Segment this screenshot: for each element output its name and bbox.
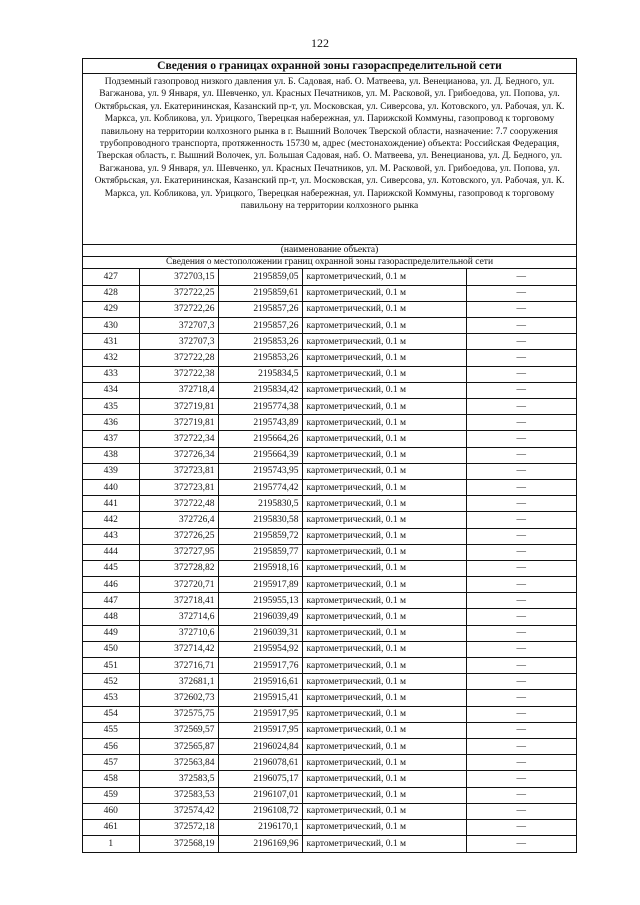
x-coordinate-cell: 372719,81 bbox=[139, 415, 218, 431]
extra-info-cell: — bbox=[466, 544, 576, 560]
extra-info-cell: — bbox=[466, 593, 576, 609]
table-row bbox=[83, 722, 576, 738]
x-coordinate-cell: 372722,38 bbox=[139, 366, 218, 382]
method-accuracy-cell: картометрический, 0.1 м bbox=[302, 382, 466, 398]
table-row bbox=[83, 512, 576, 528]
method-accuracy-cell: картометрический, 0.1 м bbox=[302, 722, 466, 738]
x-coordinate-cell: 372719,81 bbox=[139, 399, 218, 415]
extra-info-cell: — bbox=[466, 641, 576, 657]
table-row bbox=[83, 528, 576, 544]
y-coordinate-cell: 2195853,26 bbox=[218, 350, 302, 366]
extra-info-cell: — bbox=[466, 528, 576, 544]
method-accuracy-cell: картометрический, 0.1 м bbox=[302, 350, 466, 366]
method-accuracy-cell: картометрический, 0.1 м bbox=[302, 285, 466, 301]
point-number-cell: 451 bbox=[83, 658, 139, 674]
point-number-cell: 427 bbox=[83, 269, 139, 285]
method-accuracy-cell: картометрический, 0.1 м bbox=[302, 318, 466, 334]
table-row bbox=[83, 301, 576, 317]
method-accuracy-cell: картометрический, 0.1 м bbox=[302, 447, 466, 463]
table-row bbox=[83, 836, 576, 852]
point-number-cell: 459 bbox=[83, 787, 139, 803]
x-coordinate-cell: 372716,71 bbox=[139, 658, 218, 674]
method-accuracy-cell: картометрический, 0.1 м bbox=[302, 479, 466, 495]
table-row bbox=[83, 366, 576, 382]
x-coordinate-cell: 372583,5 bbox=[139, 771, 218, 787]
point-number-cell: 458 bbox=[83, 771, 139, 787]
extra-info-cell: — bbox=[466, 447, 576, 463]
table-row bbox=[83, 463, 576, 479]
point-number-cell: 432 bbox=[83, 350, 139, 366]
y-coordinate-cell: 2196107,01 bbox=[218, 787, 302, 803]
method-accuracy-cell: картометрический, 0.1 м bbox=[302, 528, 466, 544]
extra-info-cell: — bbox=[466, 609, 576, 625]
extra-info-cell: — bbox=[466, 836, 576, 852]
extra-info-cell: — bbox=[466, 690, 576, 706]
x-coordinate-cell: 372722,25 bbox=[139, 285, 218, 301]
extra-info-cell: — bbox=[466, 399, 576, 415]
boundary-info-sheet bbox=[82, 58, 577, 853]
method-accuracy-cell: картометрический, 0.1 м bbox=[302, 674, 466, 690]
table-row bbox=[83, 771, 576, 787]
point-number-cell: 435 bbox=[83, 399, 139, 415]
table-row bbox=[83, 803, 576, 819]
table-row bbox=[83, 399, 576, 415]
table-row bbox=[83, 269, 576, 285]
x-coordinate-cell: 372563,84 bbox=[139, 755, 218, 771]
table-row bbox=[83, 382, 576, 398]
x-coordinate-cell: 372714,42 bbox=[139, 641, 218, 657]
x-coordinate-cell: 372568,19 bbox=[139, 836, 218, 852]
method-accuracy-cell: картометрический, 0.1 м bbox=[302, 593, 466, 609]
y-coordinate-cell: 2196075,17 bbox=[218, 771, 302, 787]
location-section-header: Сведения о местоположении границ охранной зоны газораспределительной сети bbox=[83, 257, 576, 269]
extra-info-cell: — bbox=[466, 771, 576, 787]
point-number-cell: 430 bbox=[83, 318, 139, 334]
x-coordinate-cell: 372726,34 bbox=[139, 447, 218, 463]
extra-info-cell: — bbox=[466, 560, 576, 576]
point-number-cell: 439 bbox=[83, 463, 139, 479]
point-number-cell: 438 bbox=[83, 447, 139, 463]
extra-info-cell: — bbox=[466, 301, 576, 317]
point-number-cell: 455 bbox=[83, 722, 139, 738]
method-accuracy-cell: картометрический, 0.1 м bbox=[302, 755, 466, 771]
table-row bbox=[83, 447, 576, 463]
method-accuracy-cell: картометрический, 0.1 м bbox=[302, 706, 466, 722]
point-number-cell: 441 bbox=[83, 496, 139, 512]
point-number-cell: 446 bbox=[83, 577, 139, 593]
object-name-label: (наименование объекта) bbox=[83, 244, 576, 257]
extra-info-cell: — bbox=[466, 625, 576, 641]
page-number: 122 bbox=[311, 36, 329, 50]
extra-info-cell: — bbox=[466, 577, 576, 593]
method-accuracy-cell: картометрический, 0.1 м bbox=[302, 496, 466, 512]
y-coordinate-cell: 2195834,42 bbox=[218, 382, 302, 398]
x-coordinate-cell: 372722,26 bbox=[139, 301, 218, 317]
y-coordinate-cell: 2196108,72 bbox=[218, 803, 302, 819]
method-accuracy-cell: картометрический, 0.1 м bbox=[302, 836, 466, 852]
table-row bbox=[83, 625, 576, 641]
extra-info-cell: — bbox=[466, 787, 576, 803]
extra-info-cell: — bbox=[466, 415, 576, 431]
extra-info-cell: — bbox=[466, 819, 576, 835]
x-coordinate-cell: 372722,34 bbox=[139, 431, 218, 447]
table-row bbox=[83, 318, 576, 334]
point-number-cell: 434 bbox=[83, 382, 139, 398]
method-accuracy-cell: картометрический, 0.1 м bbox=[302, 463, 466, 479]
method-accuracy-cell: картометрический, 0.1 м bbox=[302, 334, 466, 350]
y-coordinate-cell: 2195859,72 bbox=[218, 528, 302, 544]
x-coordinate-cell: 372575,75 bbox=[139, 706, 218, 722]
method-accuracy-cell: картометрический, 0.1 м bbox=[302, 803, 466, 819]
method-accuracy-cell: картометрический, 0.1 м bbox=[302, 269, 466, 285]
table-row bbox=[83, 334, 576, 350]
extra-info-cell: — bbox=[466, 706, 576, 722]
point-number-cell: 456 bbox=[83, 738, 139, 754]
extra-info-cell: — bbox=[466, 431, 576, 447]
point-number-cell: 431 bbox=[83, 334, 139, 350]
table-row bbox=[83, 285, 576, 301]
method-accuracy-cell: картометрический, 0.1 м bbox=[302, 544, 466, 560]
y-coordinate-cell: 2195918,16 bbox=[218, 560, 302, 576]
x-coordinate-cell: 372728,82 bbox=[139, 560, 218, 576]
point-number-cell: 460 bbox=[83, 803, 139, 819]
x-coordinate-cell: 372723,81 bbox=[139, 463, 218, 479]
y-coordinate-cell: 2196039,49 bbox=[218, 609, 302, 625]
table-row bbox=[83, 609, 576, 625]
method-accuracy-cell: картометрический, 0.1 м bbox=[302, 512, 466, 528]
x-coordinate-cell: 372703,15 bbox=[139, 269, 218, 285]
point-number-cell: 1 bbox=[83, 836, 139, 852]
coordinates-table-body bbox=[83, 269, 576, 852]
point-number-cell: 442 bbox=[83, 512, 139, 528]
y-coordinate-cell: 2196039,31 bbox=[218, 625, 302, 641]
extra-info-cell: — bbox=[466, 755, 576, 771]
y-coordinate-cell: 2195853,26 bbox=[218, 334, 302, 350]
x-coordinate-cell: 372569,57 bbox=[139, 722, 218, 738]
extra-info-cell: — bbox=[466, 738, 576, 754]
table-row bbox=[83, 431, 576, 447]
x-coordinate-cell: 372720,71 bbox=[139, 577, 218, 593]
table-row bbox=[83, 706, 576, 722]
y-coordinate-cell: 2195830,5 bbox=[218, 496, 302, 512]
y-coordinate-cell: 2195859,61 bbox=[218, 285, 302, 301]
table-row bbox=[83, 755, 576, 771]
method-accuracy-cell: картометрический, 0.1 м bbox=[302, 609, 466, 625]
y-coordinate-cell: 2195916,61 bbox=[218, 674, 302, 690]
point-number-cell: 447 bbox=[83, 593, 139, 609]
table-row bbox=[83, 544, 576, 560]
extra-info-cell: — bbox=[466, 366, 576, 382]
x-coordinate-cell: 372714,6 bbox=[139, 609, 218, 625]
table-row bbox=[83, 819, 576, 835]
point-number-cell: 448 bbox=[83, 609, 139, 625]
x-coordinate-cell: 372602,73 bbox=[139, 690, 218, 706]
y-coordinate-cell: 2195743,95 bbox=[218, 463, 302, 479]
extra-info-cell: — bbox=[466, 463, 576, 479]
method-accuracy-cell: картометрический, 0.1 м bbox=[302, 771, 466, 787]
y-coordinate-cell: 2195743,89 bbox=[218, 415, 302, 431]
x-coordinate-cell: 372707,3 bbox=[139, 318, 218, 334]
x-coordinate-cell: 372572,18 bbox=[139, 819, 218, 835]
point-number-cell: 428 bbox=[83, 285, 139, 301]
object-description: Подземный газопровод низкого давления ул. Б. Садовая, наб. О. Матвеева, ул. Венецианова, ул. Д. Бедного, ул. Вагжанова, ул. 9 Января, ул. Шевченко, ул. Красных Печатников, ул. М. Расковой, ул. Грибоедова, ул. Попова, ул. Октябрьская, ул. Екатерининская, Казанский пр-т, ул. Московская, ул. Сиверсова, ул. Котовского, ул. Рабочая, ул. К. Маркса, ул. Кобликова, ул. Урицкого, Тверецкая набережная, ул. Парижской Коммуны, газопровод к торговому павильону на территории колхозного рынка в г. Вышний Волочек Тверской области, назначение: 7.7 сооружения трубопроводного транспорта, протяженность 15730 м, адрес (местонахождение) объекта: Российская Федерация, Тверская область, г. Вышний Волочек, ул. Большая Садовая, наб. О. Матвеева, ул. Венецианова, ул. Д. Бедного, ул. Вагжанова, ул. 9 Января, ул. Шевченко, ул. Красных Печатников, ул. М. Расковой, ул. Грибоедова, ул. Попова, ул. Октябрьская, ул. Екатерининская, Казанский пр-т, ул. Московская, ул. Сиверсова, ул. Котовского, ул. Рабочая, ул. К. Маркса, ул. Кобликова, ул. Урицкого, Тверецкая набережная, ул. Парижской Коммуны, газопровод к торговому павильону на территории колхозного рынка bbox=[94, 77, 565, 212]
x-coordinate-cell: 372583,53 bbox=[139, 787, 218, 803]
y-coordinate-cell: 2196024,84 bbox=[218, 738, 302, 754]
method-accuracy-cell: картометрический, 0.1 м bbox=[302, 301, 466, 317]
x-coordinate-cell: 372574,42 bbox=[139, 803, 218, 819]
extra-info-cell: — bbox=[466, 674, 576, 690]
table-row bbox=[83, 577, 576, 593]
y-coordinate-cell: 2195834,5 bbox=[218, 366, 302, 382]
y-coordinate-cell: 2195917,95 bbox=[218, 706, 302, 722]
point-number-cell: 433 bbox=[83, 366, 139, 382]
point-number-cell: 454 bbox=[83, 706, 139, 722]
table-row bbox=[83, 479, 576, 495]
method-accuracy-cell: картометрический, 0.1 м bbox=[302, 819, 466, 835]
method-accuracy-cell: картометрический, 0.1 м bbox=[302, 738, 466, 754]
extra-info-cell: — bbox=[466, 803, 576, 819]
x-coordinate-cell: 372565,87 bbox=[139, 738, 218, 754]
table-row bbox=[83, 658, 576, 674]
x-coordinate-cell: 372722,48 bbox=[139, 496, 218, 512]
extra-info-cell: — bbox=[466, 722, 576, 738]
point-number-cell: 436 bbox=[83, 415, 139, 431]
extra-info-cell: — bbox=[466, 269, 576, 285]
x-coordinate-cell: 372710,6 bbox=[139, 625, 218, 641]
extra-info-cell: — bbox=[466, 334, 576, 350]
point-number-cell: 440 bbox=[83, 479, 139, 495]
extra-info-cell: — bbox=[466, 658, 576, 674]
extra-info-cell: — bbox=[466, 350, 576, 366]
point-number-cell: 450 bbox=[83, 641, 139, 657]
table-row bbox=[83, 641, 576, 657]
y-coordinate-cell: 2196170,1 bbox=[218, 819, 302, 835]
y-coordinate-cell: 2195774,42 bbox=[218, 479, 302, 495]
y-coordinate-cell: 2195857,26 bbox=[218, 318, 302, 334]
method-accuracy-cell: картометрический, 0.1 м bbox=[302, 787, 466, 803]
y-coordinate-cell: 2195664,39 bbox=[218, 447, 302, 463]
y-coordinate-cell: 2196169,96 bbox=[218, 836, 302, 852]
point-number-cell: 449 bbox=[83, 625, 139, 641]
table-row bbox=[83, 350, 576, 366]
x-coordinate-cell: 372726,25 bbox=[139, 528, 218, 544]
y-coordinate-cell: 2195955,13 bbox=[218, 593, 302, 609]
table-row bbox=[83, 593, 576, 609]
point-number-cell: 461 bbox=[83, 819, 139, 835]
method-accuracy-cell: картометрический, 0.1 м bbox=[302, 577, 466, 593]
method-accuracy-cell: картометрический, 0.1 м bbox=[302, 399, 466, 415]
document-title: Сведения о границах охранной зоны газораспределительной сети bbox=[83, 59, 576, 74]
y-coordinate-cell: 2195830,58 bbox=[218, 512, 302, 528]
point-number-cell: 437 bbox=[83, 431, 139, 447]
method-accuracy-cell: картометрический, 0.1 м bbox=[302, 658, 466, 674]
point-number-cell: 445 bbox=[83, 560, 139, 576]
table-row bbox=[83, 738, 576, 754]
method-accuracy-cell: картометрический, 0.1 м bbox=[302, 625, 466, 641]
y-coordinate-cell: 2196078,61 bbox=[218, 755, 302, 771]
y-coordinate-cell: 2195915,41 bbox=[218, 690, 302, 706]
point-number-cell: 444 bbox=[83, 544, 139, 560]
y-coordinate-cell: 2195917,89 bbox=[218, 577, 302, 593]
method-accuracy-cell: картометрический, 0.1 м bbox=[302, 641, 466, 657]
method-accuracy-cell: картометрический, 0.1 м bbox=[302, 366, 466, 382]
method-accuracy-cell: картометрический, 0.1 м bbox=[302, 415, 466, 431]
point-number-cell: 453 bbox=[83, 690, 139, 706]
point-number-cell: 457 bbox=[83, 755, 139, 771]
y-coordinate-cell: 2195859,05 bbox=[218, 269, 302, 285]
coordinates-table bbox=[83, 269, 576, 852]
x-coordinate-cell: 372718,4 bbox=[139, 382, 218, 398]
y-coordinate-cell: 2195664,26 bbox=[218, 431, 302, 447]
table-row bbox=[83, 496, 576, 512]
y-coordinate-cell: 2195917,95 bbox=[218, 722, 302, 738]
x-coordinate-cell: 372707,3 bbox=[139, 334, 218, 350]
y-coordinate-cell: 2195774,38 bbox=[218, 399, 302, 415]
x-coordinate-cell: 372722,28 bbox=[139, 350, 218, 366]
x-coordinate-cell: 372681,1 bbox=[139, 674, 218, 690]
table-row bbox=[83, 787, 576, 803]
extra-info-cell: — bbox=[466, 512, 576, 528]
x-coordinate-cell: 372726,4 bbox=[139, 512, 218, 528]
point-number-cell: 443 bbox=[83, 528, 139, 544]
extra-info-cell: — bbox=[466, 382, 576, 398]
table-row bbox=[83, 674, 576, 690]
table-row bbox=[83, 690, 576, 706]
y-coordinate-cell: 2195859,77 bbox=[218, 544, 302, 560]
y-coordinate-cell: 2195954,92 bbox=[218, 641, 302, 657]
extra-info-cell: — bbox=[466, 285, 576, 301]
point-number-cell: 452 bbox=[83, 674, 139, 690]
extra-info-cell: — bbox=[466, 318, 576, 334]
extra-info-cell: — bbox=[466, 496, 576, 512]
table-row bbox=[83, 415, 576, 431]
x-coordinate-cell: 372718,41 bbox=[139, 593, 218, 609]
table-row bbox=[83, 560, 576, 576]
x-coordinate-cell: 372727,95 bbox=[139, 544, 218, 560]
y-coordinate-cell: 2195917,76 bbox=[218, 658, 302, 674]
extra-info-cell: — bbox=[466, 479, 576, 495]
y-coordinate-cell: 2195857,26 bbox=[218, 301, 302, 317]
method-accuracy-cell: картометрический, 0.1 м bbox=[302, 690, 466, 706]
x-coordinate-cell: 372723,81 bbox=[139, 479, 218, 495]
point-number-cell: 429 bbox=[83, 301, 139, 317]
method-accuracy-cell: картометрический, 0.1 м bbox=[302, 431, 466, 447]
method-accuracy-cell: картометрический, 0.1 м bbox=[302, 560, 466, 576]
